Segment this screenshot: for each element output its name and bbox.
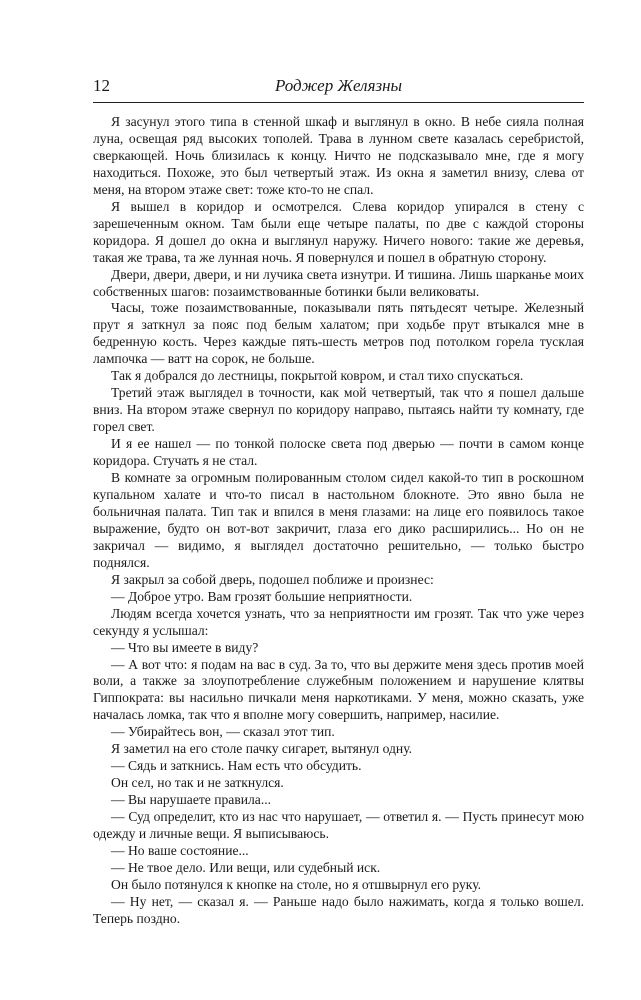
paragraph: В комнате за огромным полированным столом сидел какой-то тип в роскошном купальном халате и что-то писал в настольном блокноте. Это явно была не больничная палата. Тип так и впился в меня глазами: на лице его появилось такое выражение, будто он вот-вот закричит, глаза его дико расширились... Но он не закричал — видимо, я выглядел достаточно решительно, — только быстро поднялся.	[93, 470, 584, 570]
dialogue-line: — А вот что: я подам на вас в суд. За то, что вы держите меня здесь против моей воли, а также за злоупотребление служебным положением и нарушение клятвы Гиппократа: вы насильно пичкали меня наркотиками. У меня, можно сказать, уже началась ломка, так что я вполне могу совершить, например, насилие.	[93, 656, 584, 723]
dialogue-line: — Не твое дело. Или вещи, или судебный иск.	[111, 859, 381, 875]
dialogue-line: — Убирайтесь вон, — сказал этот тип.	[111, 724, 335, 740]
header-rule	[93, 102, 584, 103]
paragraph: Я вышел в коридор и осмотрелся. Слева коридор упирался в стену с зарешеченным окном. Там были еще четыре палаты, по две с каждой стороны коридора. Я дошел до окна и выглянул наружу. Ничего нового: такие же деревья, такая же трава, та же лунная ночь. Я повернулся и пошел в обратную сторону.	[93, 198, 584, 265]
dialogue-line: — Но ваше состояние...	[111, 842, 249, 858]
paragraph: Часы, тоже позаимствованные, показывали пять пятьдесят четыре. Железный прут я заткнул за пояс под белым халатом; при ходьбе прут втыкался мне в бедренную кость. Через каждые пять-шесть метров под потолком горела тусклая лампочка — ватт на сорок, не больше.	[93, 300, 584, 367]
paragraph: Третий этаж выглядел в точности, как мой четвертый, так что я пошел дальше вниз. На втором этаже свернул по коридору направо, пытаясь найти ту комнату, где горел свет.	[93, 385, 584, 435]
paragraph: Двери, двери, двери, и ни лучика света изнутри. И тишина. Лишь шарканье моих собственных шагов: позаимствованные ботинки были великоваты.	[93, 266, 584, 299]
paragraph: Он было потянулся к кнопке на столе, но я отшвырнул его руку.	[111, 876, 482, 892]
body-text	[93, 114, 584, 928]
page-number: 12	[93, 76, 110, 95]
paragraph: Он сел, но так и не заткнулся.	[111, 775, 284, 791]
paragraph: Я засунул этого типа в стенной шкаф и выглянул в окно. В небе сияла полная луна, освещая ряд высоких тополей. Трава в лунном свете казалась серебристой, сверкающей. Ночь близилась к концу. Ничто не подсказывало мне, где я могу находиться. Похоже, это был четвертый этаж. Из окна я заметил внизу, слева от меня, на втором этаже свет: тоже кто-то не спал.	[93, 114, 584, 197]
dialogue-line: — Что вы имеете в виду?	[111, 639, 259, 655]
dialogue-line: — Ну нет, — сказал я. — Раньше надо было нажимать, когда я только вошел. Теперь поздно.	[93, 893, 584, 926]
paragraph: Людям всегда хочется узнать, что за неприятности им грозят. Так что уже через секунду я услышал:	[93, 605, 584, 638]
running-title: Роджер Желязны	[274, 76, 403, 95]
dialogue-line: — Сядь и заткнись. Нам есть что обсудить.	[111, 758, 362, 774]
dialogue-line: — Суд определит, кто из нас что нарушает, — ответил я. — Пусть принесут мою одежду и личные вещи. Я выписываюсь.	[93, 809, 584, 842]
paragraph: И я ее нашел — по тонкой полоске света под дверью — почти в самом конце коридора. Стучать я не стал.	[93, 436, 584, 469]
paragraph: Так я добрался до лестницы, покрытой ковром, и стал тихо спускаться.	[111, 368, 524, 384]
paragraph: Я заметил на его столе пачку сигарет, вытянул одну.	[111, 741, 413, 757]
paragraph: Я закрыл за собой дверь, подошел поближе и произнес:	[111, 571, 434, 587]
dialogue-line: — Доброе утро. Вам грозят большие неприятности.	[111, 588, 413, 604]
dialogue-line: — Вы нарушаете правила...	[111, 792, 272, 808]
running-head	[93, 76, 584, 100]
